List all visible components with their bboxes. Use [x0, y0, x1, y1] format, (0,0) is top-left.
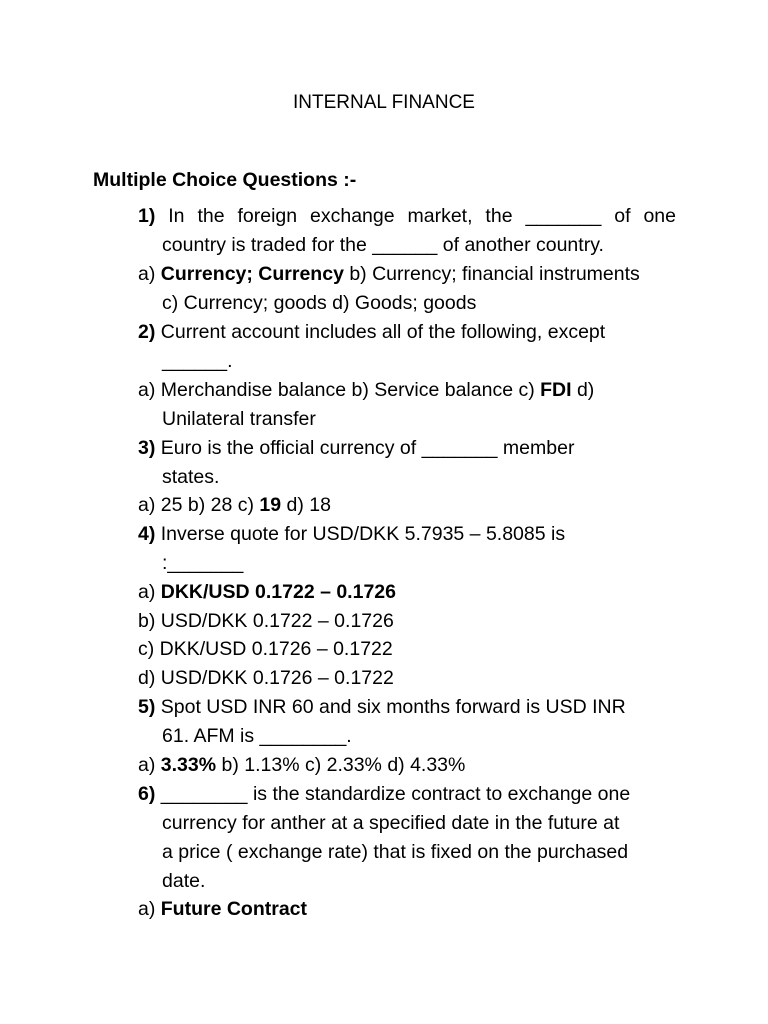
text-run: a) 25 b) 28 c): [138, 494, 260, 516]
text-run: b) 1.13% c) 2.33% d) 4.33%: [216, 754, 466, 776]
question-6-option-a: [138, 895, 676, 924]
text-run: d): [571, 379, 595, 401]
question-6-line-4: [162, 867, 676, 896]
text-run: a) Merchandise balance b) Service balance c): [138, 379, 541, 401]
text-run: Future Contract: [160, 898, 308, 920]
text-run: Spot USD INR 60 and six months forward is USD INR: [155, 696, 626, 718]
text-run: d) 18: [281, 494, 331, 516]
question-3-line-2: [162, 463, 676, 492]
text-run: FDI: [540, 379, 572, 401]
question-2-line-2: [162, 347, 676, 376]
text-run: a): [138, 754, 161, 776]
question-2-options-line-1: [138, 376, 676, 405]
question-4-option-d: [138, 664, 676, 693]
section-heading: Multiple Choice Questions :-: [93, 169, 357, 191]
question-4-line-1: [138, 520, 676, 549]
text-run: 3.33%: [160, 754, 217, 776]
text-run: 6): [138, 783, 156, 805]
text-run: b) USD/DKK 0.1722 – 0.1726: [138, 610, 394, 632]
text-run: 4): [138, 523, 156, 545]
question-1-options-line-1: [138, 260, 676, 289]
text-run: Unilateral transfer: [162, 408, 316, 430]
text-run: 5): [138, 696, 156, 718]
text-run: :_______: [162, 552, 244, 574]
text-run: 19: [259, 494, 282, 516]
question-4-option-c: [138, 635, 676, 664]
text-run: d) USD/DKK 0.1726 – 0.1722: [138, 667, 394, 689]
text-run: Currency; Currency: [160, 263, 344, 285]
question-1-line-2: [162, 231, 676, 260]
text-run: date.: [162, 870, 206, 892]
question-6-line-1: [138, 780, 676, 809]
text-run: DKK/USD 0.1722 – 0.1726: [160, 581, 396, 603]
text-run: states.: [162, 466, 220, 488]
text-run: b) Currency; financial instruments: [343, 263, 640, 285]
question-6-line-3: [162, 838, 676, 867]
question-1-line-1: [138, 202, 676, 231]
text-run: 3): [138, 437, 156, 459]
text-run: 2): [138, 321, 156, 343]
text-run: country is traded for the ______ of another country.: [162, 234, 604, 256]
text-run: a): [138, 581, 161, 603]
text-run: ______.: [162, 350, 233, 372]
text-run: 61. AFM is ________.: [162, 725, 352, 747]
text-run: a): [138, 898, 161, 920]
question-2-line-1: [138, 318, 676, 347]
question-5-options: [138, 751, 676, 780]
question-1-options-line-2: [162, 289, 676, 318]
question-3-options: [138, 491, 676, 520]
text-run: a price ( exchange rate) that is fixed on the purchased: [162, 841, 629, 863]
text-run: Current account includes all of the following, except: [155, 321, 606, 343]
question-5-line-1: [138, 693, 676, 722]
text-run: a): [138, 263, 161, 285]
text-run: ________ is the standardize contract to exchange one: [155, 783, 631, 805]
question-4-option-a: [138, 578, 676, 607]
question-3-line-1: [138, 434, 676, 463]
text-run: In the foreign exchange market, the _______ of one: [155, 205, 676, 227]
text-run: 1): [138, 205, 156, 227]
text-run: currency for anther at a specified date in the future at: [162, 812, 620, 834]
question-2-options-line-2: [162, 405, 676, 434]
question-4-option-b: [138, 607, 676, 636]
question-4-line-2: [162, 549, 676, 578]
text-run: Inverse quote for USD/DKK 5.7935 – 5.8085 is: [155, 523, 566, 545]
text-run: Euro is the official currency of _______ member: [155, 437, 575, 459]
question-6-line-2: [162, 809, 676, 838]
text-run: c) Currency; goods d) Goods; goods: [162, 292, 477, 314]
question-5-line-2: [162, 722, 676, 751]
text-run: c) DKK/USD 0.1726 – 0.1722: [138, 638, 393, 660]
document-title: INTERNAL FINANCE: [293, 92, 475, 113]
